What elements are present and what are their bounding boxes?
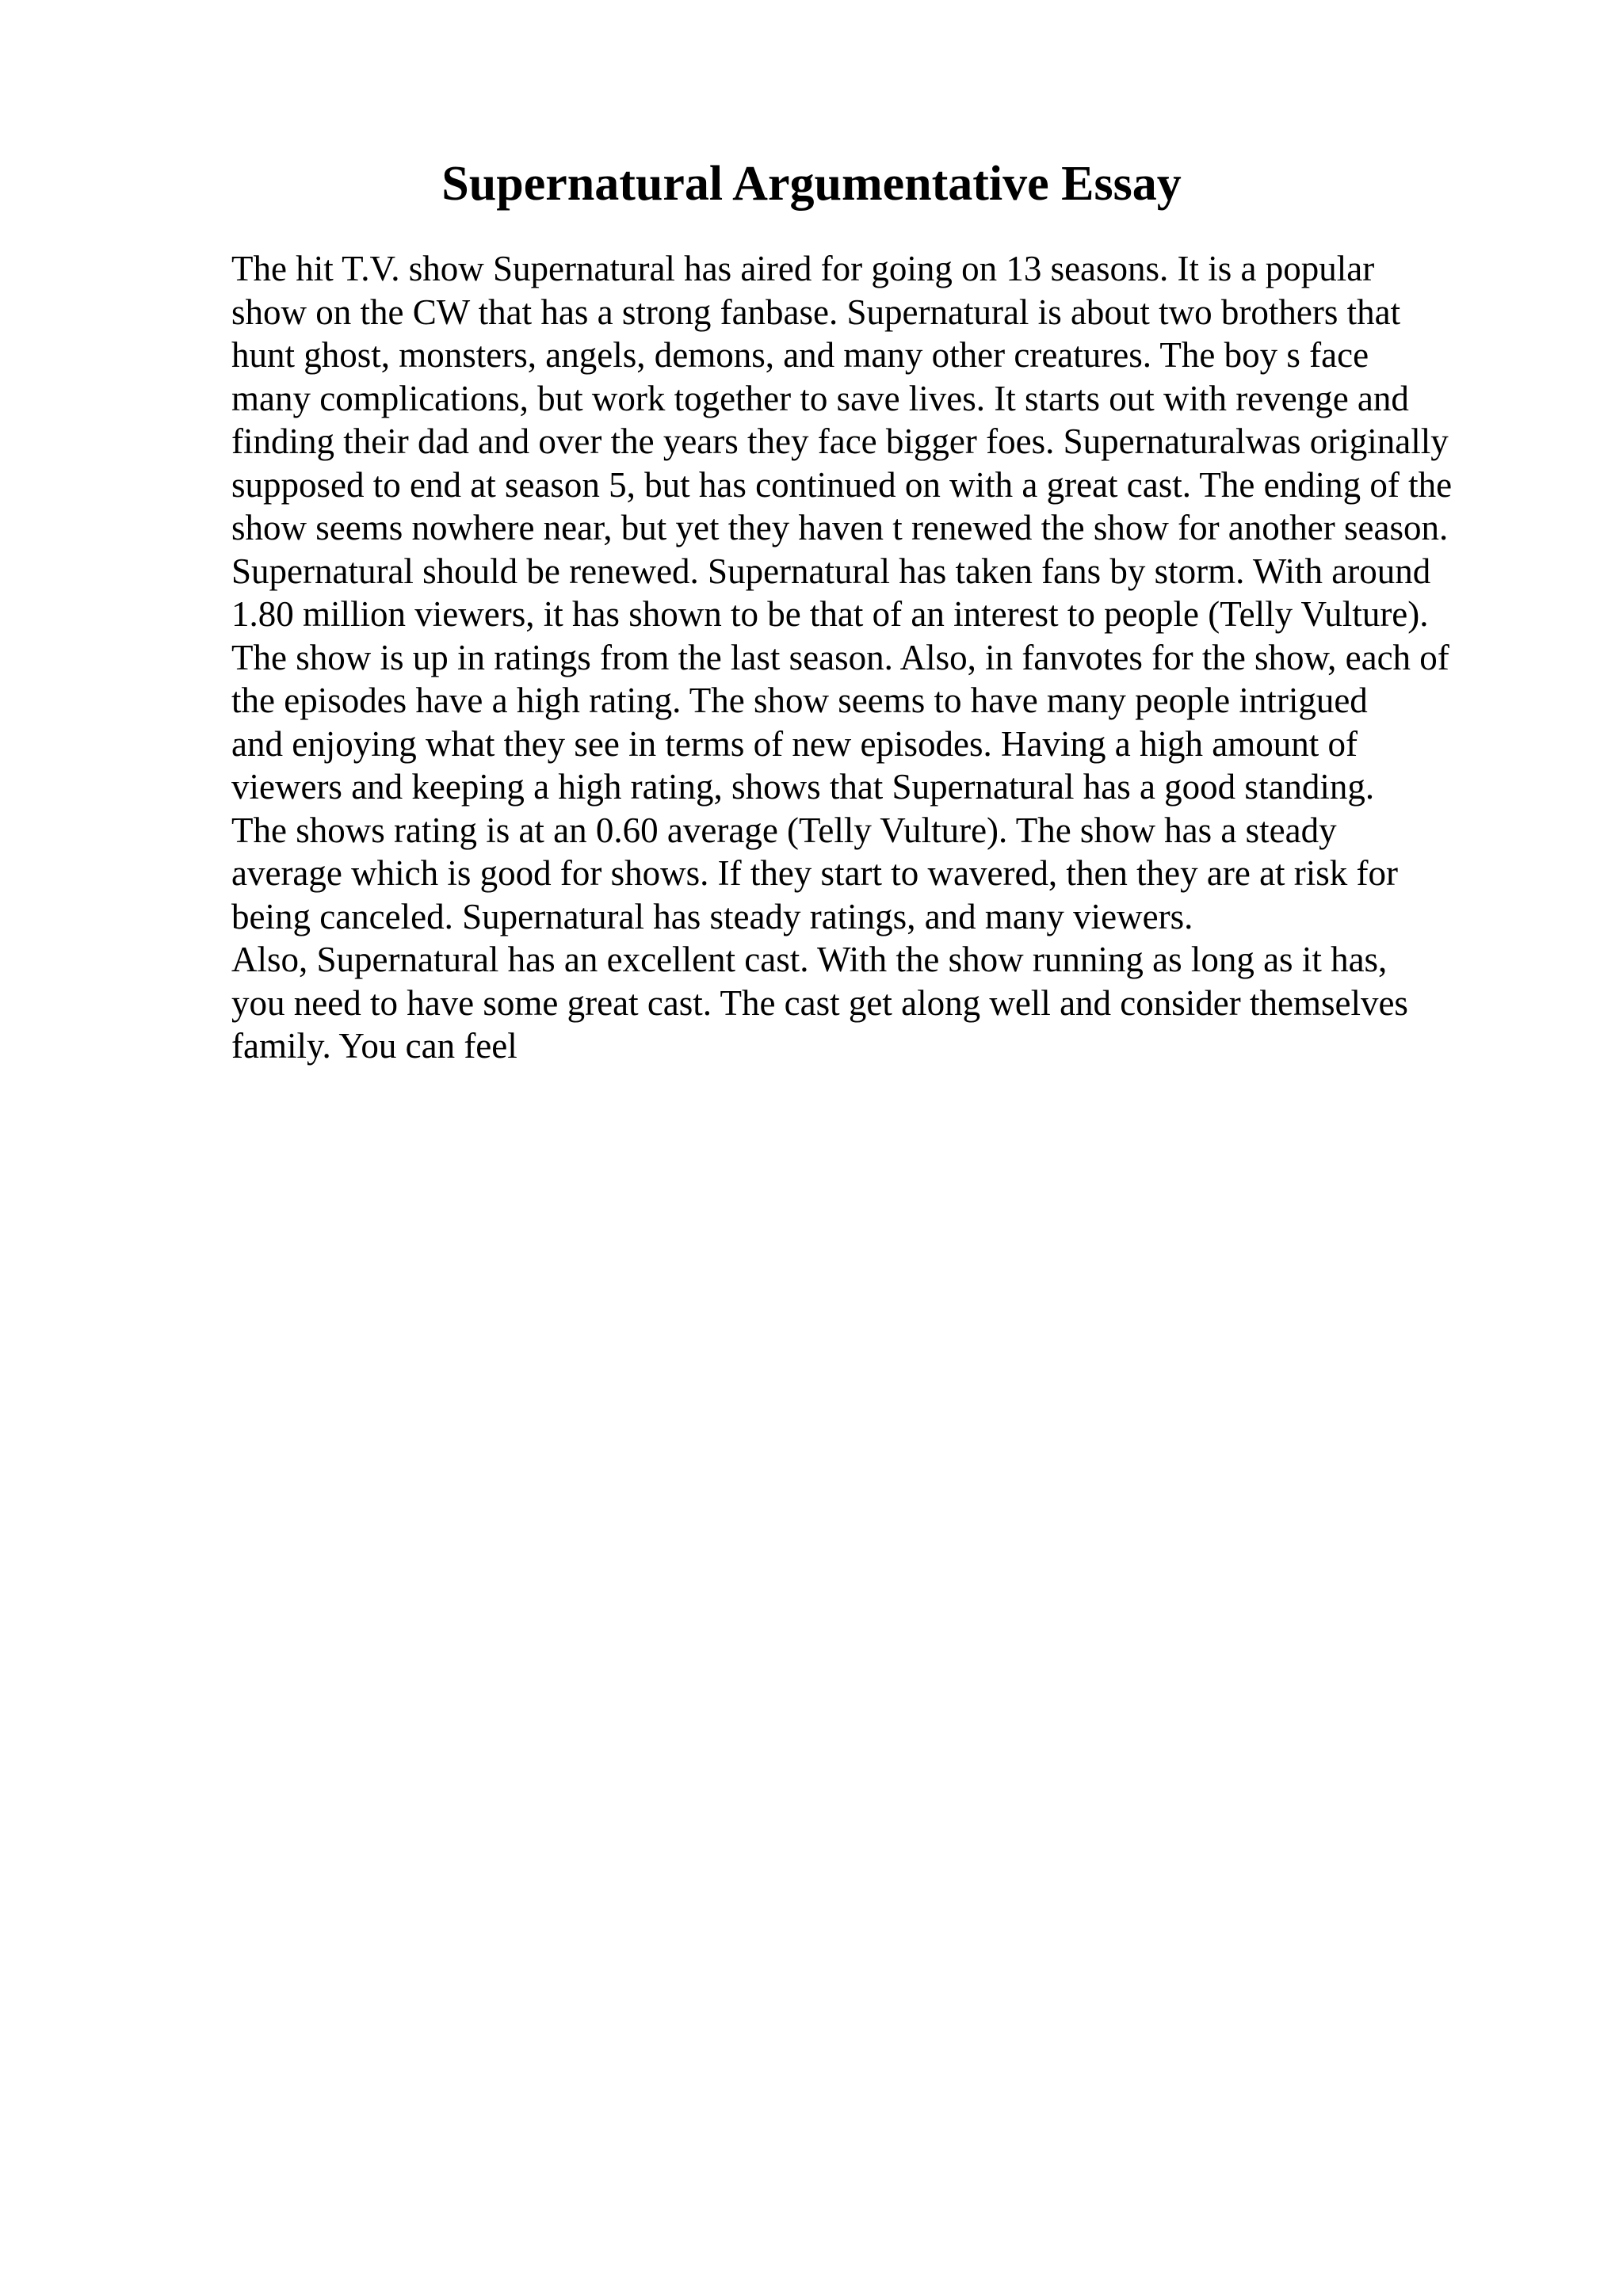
essay-line: hunt ghost, monsters, angels, demons, and many other creatures. The boy s face xyxy=(231,335,1369,375)
essay-line: many complications, but work together to save lives. It starts out with revenge and xyxy=(231,378,1409,418)
essay-line: viewers and keeping a high rating, shows that Supernatural has a good standing. xyxy=(231,767,1375,807)
essay-line: show on the CW that has a strong fanbase. Supernatural is about two brothers that xyxy=(231,292,1401,332)
essay-body xyxy=(231,247,1515,1068)
essay-line: supposed to end at season 5, but has continued on with a great cast. The ending of the xyxy=(231,464,1453,505)
essay-line: you need to have some great cast. The cast get along well and consider themselves xyxy=(231,982,1408,1023)
essay-line: The shows rating is at an 0.60 average (Telly Vulture). The show has a steady xyxy=(231,810,1337,850)
essay-line: Also, Supernatural has an excellent cast. With the show running as long as it has, xyxy=(231,940,1388,979)
essay-line: The show is up in ratings from the last season. Also, in fanvotes for the show, each of xyxy=(231,637,1449,677)
essay-line: finding their dad and over the years they face bigger foes. Supernaturalwas originally xyxy=(231,421,1449,461)
essay-line: 1.80 million viewers, it has shown to be that of an interest to people (Telly Vulture). xyxy=(231,594,1429,634)
essay-line: and enjoying what they see in terms of new episodes. Having a high amount of xyxy=(231,723,1358,764)
essay-line: Supernatural should be renewed. Supernatural has taken fans by storm. With around xyxy=(231,551,1431,591)
document-title: Supernatural Argumentative Essay xyxy=(441,157,1182,211)
essay-line: being canceled. Supernatural has steady ratings, and many viewers. xyxy=(231,896,1193,936)
essay-line: average which is good for shows. If they start to wavered, then they are at risk for xyxy=(231,853,1399,893)
essay-line: family. You can feel xyxy=(231,1026,517,1066)
essay-line: show seems nowhere near, but yet they haven t renewed the show for another season. xyxy=(231,508,1449,547)
essay-line: The hit T.V. show Supernatural has aired for going on 13 seasons. It is a popular xyxy=(231,249,1375,288)
essay-line: the episodes have a high rating. The show seems to have many people intrigued xyxy=(231,681,1368,720)
